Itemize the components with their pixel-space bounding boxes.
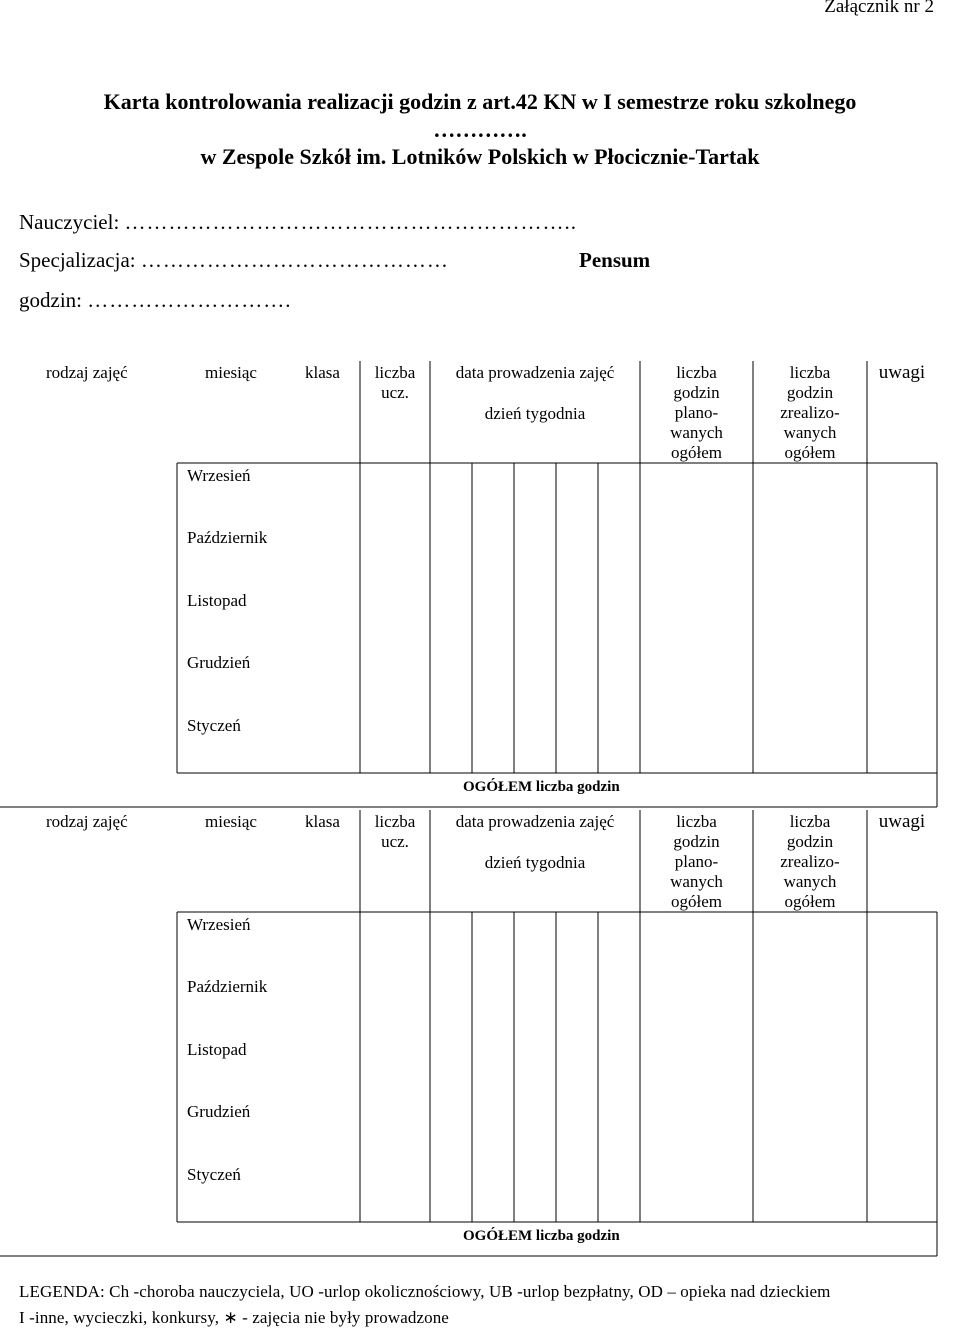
planned-line2: godzin — [673, 383, 720, 402]
header-liczba-ucz-line2: ucz. — [381, 383, 409, 402]
month-row-pazdziernik: Październik — [187, 528, 268, 547]
month-row-listopad: Listopad — [187, 1040, 247, 1059]
realized-line3: zrealizo- — [780, 403, 840, 422]
school-name: w Zespole Szkół im. Lotników Polskich w Płocicznie-Tartak — [200, 144, 760, 169]
realized-line2: godzin — [786, 832, 834, 851]
header-liczba-ucz-line1: liczba — [374, 363, 416, 382]
header-uwagi: uwagi — [878, 362, 926, 383]
hours-label: godzin: — [19, 288, 82, 312]
specialization-label: Specjalizacja: — [19, 248, 136, 272]
header-rodzaj-zajec: rodzaj zajęć — [46, 812, 128, 831]
teacher-label: Nauczyciel: — [19, 210, 120, 234]
header-liczba-ucz — [360, 363, 430, 403]
planned-line2: godzin — [673, 832, 720, 851]
header-liczba-ucz — [360, 812, 430, 852]
legend-line-2-prefix: I -inne, wycieczki, konkursy, — [19, 1308, 220, 1327]
planned-line3: plano- — [674, 852, 719, 871]
header-liczba-ucz-line1: liczba — [374, 812, 416, 831]
header-godziny-zrealizowane — [753, 363, 867, 463]
month-row-styczen: Styczeń — [187, 1165, 241, 1184]
teacher-dots[interactable]: …………………………………………………….. — [124, 210, 578, 234]
header-uwagi: uwagi — [878, 811, 926, 832]
header-klasa: klasa — [305, 812, 340, 831]
header-data-prowadzenia: data prowadzenia zajęć — [455, 363, 615, 382]
total-hours-label: OGÓŁEM liczba godzin — [463, 779, 620, 795]
month-row-grudzien: Grudzień — [187, 653, 251, 672]
total-hours-label: OGÓŁEM liczba godzin — [463, 1228, 620, 1244]
header-miesiac: miesiąc — [205, 812, 257, 831]
realized-line5: ogółem — [784, 892, 836, 911]
realized-line4: wanych — [783, 872, 837, 891]
header-miesiac: miesiąc — [205, 363, 257, 382]
header-data-prowadzenia: data prowadzenia zajęć — [455, 812, 615, 831]
annex-label: Załącznik nr 2 — [824, 0, 934, 17]
planned-line5: ogółem — [671, 443, 722, 462]
teacher-field — [19, 210, 577, 235]
month-row-wrzesien: Wrzesień — [187, 915, 251, 934]
planned-line5: ogółem — [671, 892, 722, 911]
planned-line3: plano- — [674, 403, 719, 422]
header-rodzaj-zajec: rodzaj zajęć — [46, 363, 128, 382]
pensum-label: Pensum — [579, 248, 651, 272]
month-row-grudzien: Grudzień — [187, 1102, 251, 1121]
hours-dots[interactable]: ………………………. — [87, 288, 292, 312]
realized-line3: zrealizo- — [780, 852, 840, 871]
planned-line1: liczba — [676, 363, 717, 382]
month-row-pazdziernik: Październik — [187, 977, 268, 996]
header-liczba-ucz-line2: ucz. — [381, 832, 409, 851]
planned-line4: wanych — [670, 423, 723, 442]
header-godziny-planowane — [640, 363, 753, 463]
realized-line5: ogółem — [784, 443, 836, 462]
hours-field — [19, 288, 292, 313]
header-godziny-planowane — [640, 812, 753, 912]
month-row-listopad: Listopad — [187, 591, 247, 610]
header-klasa: klasa — [305, 363, 340, 382]
realized-line2: godzin — [786, 383, 834, 402]
month-row-styczen: Styczeń — [187, 716, 241, 735]
header-dzien-tygodnia: dzień tygodnia — [484, 404, 586, 423]
asterisk-icon: ∗ — [223, 1308, 238, 1327]
legend-line-2-suffix: - zajęcia nie były prowadzone — [242, 1308, 449, 1327]
specialization-field — [19, 248, 449, 273]
legend-line-2 — [19, 1308, 449, 1328]
school-year-placeholder: …………. — [433, 117, 527, 142]
realized-line1: liczba — [789, 812, 831, 831]
realized-line4: wanych — [783, 423, 837, 442]
legend-line-1: LEGENDA: Ch -choroba nauczyciela, UO -urlop okolicznościowy, UB -urlop bezpłatny, OD – opieka nad dzieckiem — [19, 1282, 831, 1301]
month-row-wrzesien: Wrzesień — [187, 466, 251, 485]
header-dzien-tygodnia: dzień tygodnia — [484, 853, 586, 872]
header-godziny-zrealizowane — [753, 812, 867, 912]
document-title: Karta kontrolowania realizacji godzin z art.42 KN w I semestrze roku szkolnego — [103, 89, 857, 114]
specialization-dots[interactable]: …………………………………… — [140, 248, 449, 272]
planned-line4: wanych — [670, 872, 723, 891]
planned-line1: liczba — [676, 812, 717, 831]
realized-line1: liczba — [789, 363, 831, 382]
